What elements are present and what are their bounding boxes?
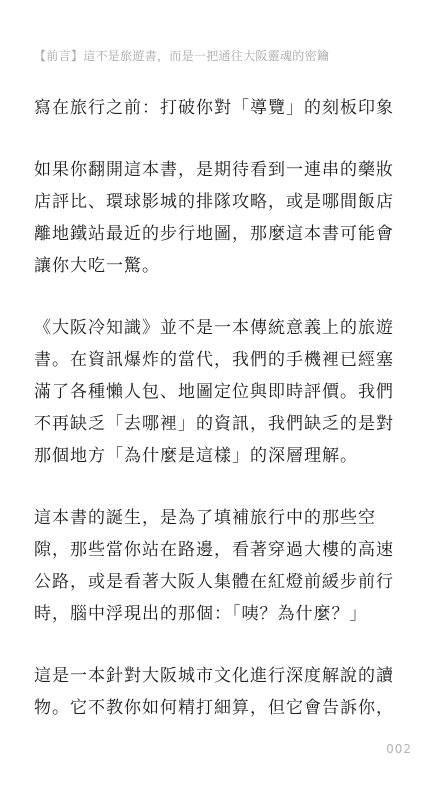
text-line: 書。在資訊爆炸的當代，我們的手機裡已經塞 xyxy=(34,350,394,370)
text-line: 這本書的誕生，是為了填補旅行中的那些空 xyxy=(34,508,376,528)
section-heading: 寫在旅行之前：打破你對「導覽」的刻板印象 xyxy=(34,98,394,118)
text-line: 這是一本針對大阪城市文化進行深度解說的讀 xyxy=(34,666,394,686)
text-line: 時，腦中浮現出的那個：「咦？為什麼？」 xyxy=(34,604,368,624)
text-line: 如果你翻開這本書，是期待看到一連串的藥妝 xyxy=(34,160,394,180)
text-line: 那個地方「為什麼是這樣」的深層理解。 xyxy=(34,446,358,466)
article-body xyxy=(34,92,414,724)
text-line: 不再缺乏「去哪裡」的資訊，我們缺乏的是對 xyxy=(34,414,394,434)
text-line: 離地鐵站最近的步行地圖，那麼這本書可能會 xyxy=(34,224,394,244)
text-line: 《大阪冷知識》並不是一本傳統意義上的旅遊 xyxy=(34,318,394,338)
text-line: 隙，那些當你站在路邊，看著穿過大樓的高速 xyxy=(34,540,394,560)
chapter-title: 【前言】這不是旅遊書，而是一把通往大阪靈魂的密鑰 xyxy=(34,49,330,63)
paragraph-4 xyxy=(34,660,414,724)
text-line: 公路，或是看著大阪人集體在紅燈前緩步前行 xyxy=(34,572,394,592)
text-line: 讓你大吃一驚。 xyxy=(34,256,160,276)
text-line: 物。它不教你如何精打細算，但它會告訴你， xyxy=(34,698,394,718)
paragraph-3 xyxy=(34,502,414,630)
paragraph-2 xyxy=(34,312,414,472)
text-line: 滿了各種懶人包、地圖定位與即時評價。我們 xyxy=(34,382,394,402)
page-number: 002 xyxy=(386,742,412,756)
paragraph-1 xyxy=(34,154,414,282)
text-line: 店評比、環球影城的排隊攻略，或是哪間飯店 xyxy=(34,192,394,212)
